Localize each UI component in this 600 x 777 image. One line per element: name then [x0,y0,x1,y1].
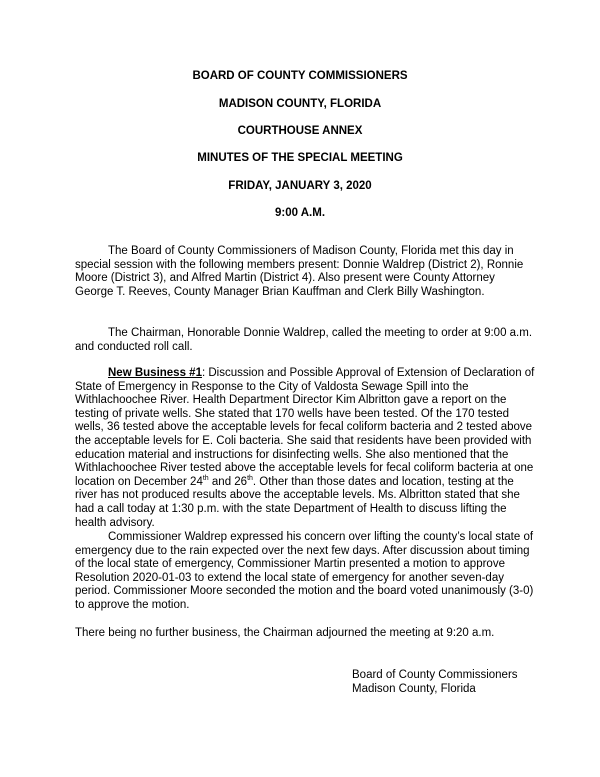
signature-line-2: Madison County, Florida [352,683,476,695]
paragraph-attendance: The Board of County Commissioners of Madison County, Florida met this day in special session with the following members present: Donnie Waldrep (District 2), Ronnie Moore (District 3), and Alfred Martin (District 4). Also present were County Attorney George T. Reeves, County Manager Brian Kauffman and Clerk Billy Washington. [75,245,524,298]
paragraph-new-business-1 [75,367,535,530]
paragraph-motion: Commissioner Waldrep expressed his concern over lifting the county’s local state of emergency due to the rain expected over the next few days. After discussion about timing of the local state of emergency, Commissioner Martin presented a motion to approve Resolution 2020-01-03 to extend the local state of emergency for another seven-day period. Commissioner Moore seconded the motion and the board voted unanimously (3-0) to approve the motion. [75,531,534,611]
header-board-title: BOARD OF COUNTY COMMISSIONERS [192,70,408,82]
new-business-text-b: and 26 [208,475,248,488]
new-business-text-a: : Discussion and Possible Approval of Extension of Declaration of State of Emergency in Response to the City of Valdosta Sewage Spill into the Withlachoochee River. Health Department Director Kim Albritton gave a report on the testing of private wells. She stated that 170 wells have been tested. Of the 170 tested wells, 36 tested above the acceptable levels for fecal coliform bacteria and 2 tested above the acceptable levels for E. Coli bacteria. She said that residents have been provided with education material and instructions for disinfecting wells. She also mentioned that the Withlachoochee River tested above the acceptable levels for fecal coliform bacteria at one location on December 24 [75,367,535,488]
new-business-heading: New Business #1 [108,367,202,379]
superscript-th-1: th [202,474,209,482]
header-county: MADISON COUNTY, FLORIDA [218,98,382,110]
header-meeting-type: MINUTES OF THE SPECIAL MEETING [197,152,403,164]
superscript-th-2: th [247,474,253,482]
paragraph-adjournment: There being no further business, the Chairman adjourned the meeting at 9:20 a.m. [75,627,495,639]
paragraph-call-to-order: The Chairman, Honorable Donnie Waldrep, called the meeting to order at 9:00 a.m. and conducted roll call. [75,327,533,353]
new-business-text-c: . Other than those dates and location, testing at the river has not produced results above the acceptable levels. Ms. Albritton stated that she had a call today at 1:30 p.m. with the state Department of Health to discuss lifting the health advisory. [75,475,520,529]
header-date: FRIDAY, JANUARY 3, 2020 [228,180,372,192]
header-time: 9:00 A.M. [274,207,326,219]
header-location: COURTHOUSE ANNEX [237,125,363,137]
signature-line-1: Board of County Commissioners [352,669,518,681]
